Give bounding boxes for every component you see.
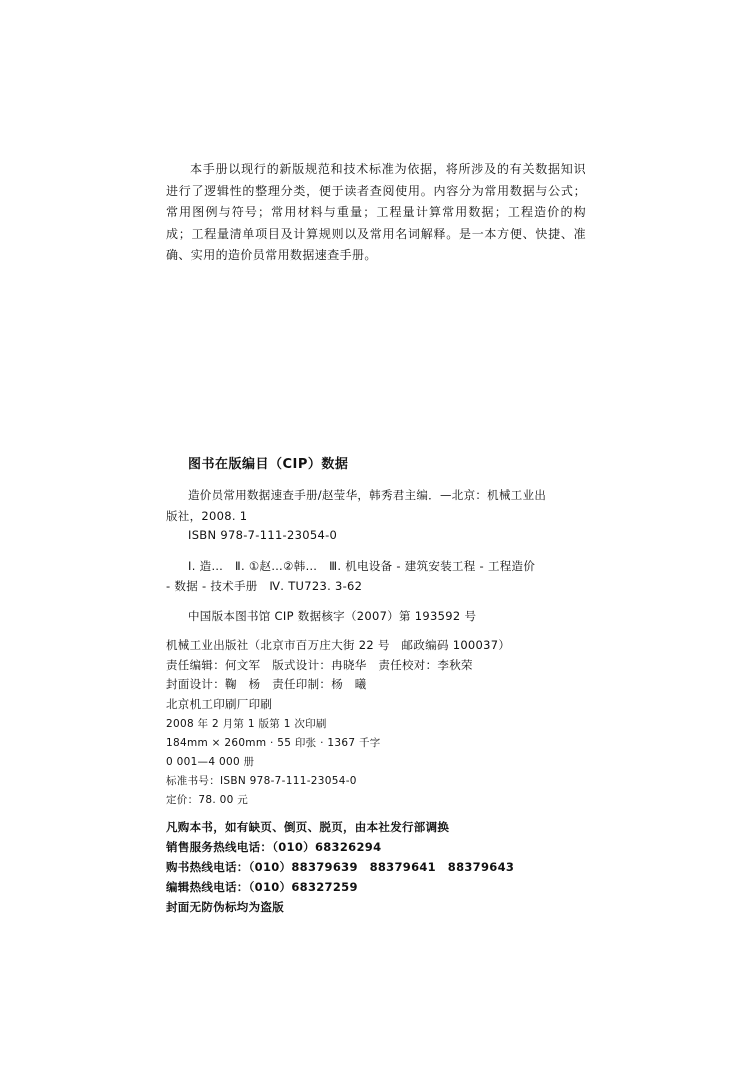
imprint-format: 184mm × 260mm · 55 印张 · 1367 千字	[166, 737, 381, 749]
imprint-price: 定价：78. 00 元	[166, 794, 249, 806]
cip-heading: 图书在版编目（CIP）数据	[188, 457, 349, 472]
cip-subjects-line-2: - 数据 - 技术手册 Ⅳ. TU723. 3-62	[166, 579, 363, 593]
notice-defect: 凡购本书，如有缺页、倒页、脱页，由本社发行部调换	[166, 820, 450, 834]
imprint-editors: 责任编辑：何文军 版式设计：冉晓华 责任校对：李秋荣	[166, 658, 473, 672]
cip-entry-line-2: 版社，2008. 1	[166, 509, 248, 523]
imprint-edition: 2008 年 2 月第 1 版第 1 次印刷	[166, 718, 327, 730]
cip-subjects-line-1: Ⅰ. 造… Ⅱ. ①赵…②韩… Ⅲ. 机电设备 - 建筑安装工程 - 工程造价	[188, 559, 536, 573]
imprint-design-print: 封面设计：鞠 杨 责任印制：杨 曦	[166, 677, 367, 691]
imprint-book-number: 标准书号：ISBN 978-7-111-23054-0	[166, 775, 357, 787]
cip-core-number: 中国版本图书馆 CIP 数据核字（2007）第 193592 号	[188, 609, 477, 623]
cip-isbn: ISBN 978-7-111-23054-0	[188, 528, 338, 542]
imprint-print-run: 0 001—4 000 册	[166, 756, 255, 768]
book-abstract: 本手册以现行的新版规范和技术标准为依据，将所涉及的有关数据知识进行了逻辑性的整理分类，便于读者查阅使用。内容分为常用数据与公式；常用图例与符号；常用材料与重量；工程量计算常用数据；工程造价的构成；工程量清单项目及计算规则以及常用名词解释。是一本方便、快捷、准确、实用的造价员常用数据速查手册。	[166, 162, 586, 262]
notice-purchase-hotline: 购书热线电话：（010）88379639 88379641 88379643	[166, 860, 515, 874]
imprint-publisher: 机械工业出版社（北京市百万庄大街 22 号 邮政编码 100037）	[166, 638, 511, 652]
notice-editorial-hotline: 编辑热线电话：（010）68327259	[166, 880, 358, 894]
notice-anti-piracy: 封面无防伪标均为盗版	[166, 900, 284, 914]
notice-sales-hotline: 销售服务热线电话：（010）68326294	[166, 840, 382, 854]
imprint-printer: 北京机工印刷厂印刷	[166, 697, 273, 711]
cip-entry-line-1: 造价员常用数据速查手册/赵莹华，韩秀君主编．—北京：机械工业出	[188, 488, 547, 502]
